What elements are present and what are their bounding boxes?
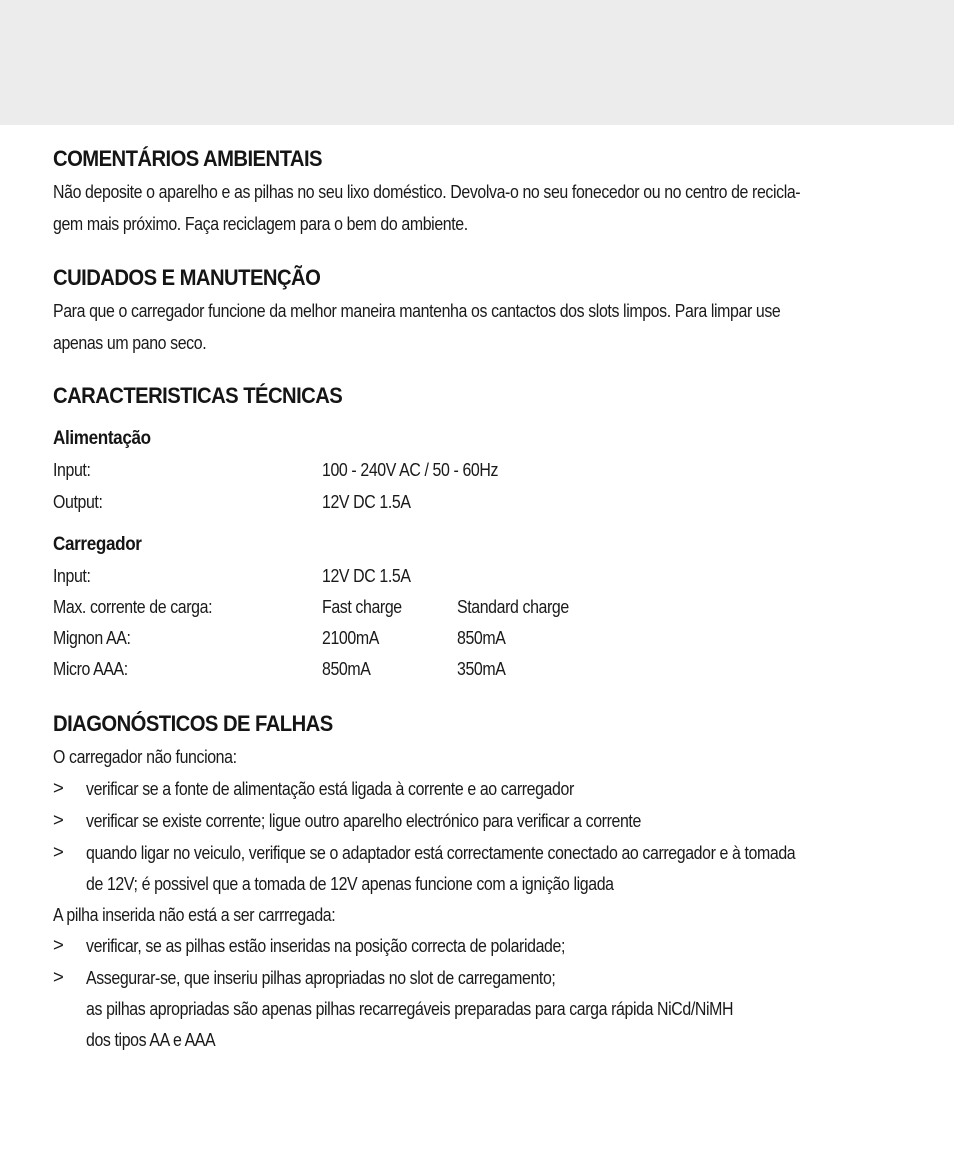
bullet-3-line-1: quando ligar no veiculo, verifique se o adaptador está correctamente conectado ao carregador e à tomada xyxy=(86,842,796,863)
bullet-marker: > xyxy=(53,966,64,987)
environment-text-line-1: Não deposite o aparelho e as pilhas no seu lixo doméstico. Devolva-o no seu fonecedor ou no centro de recicla- xyxy=(53,181,801,202)
bullet-4: verificar, se as pilhas estão inseridas na posição correcta de polaridade; xyxy=(86,935,566,956)
bullet-marker: > xyxy=(53,777,64,798)
bullet-5-line-2: as pilhas apropriadas são apenas pilhas recarregáveis preparadas para carga rápida NiCd/NiMH xyxy=(86,998,734,1019)
micro-aaa-label: Micro AAA: xyxy=(53,658,128,679)
standard-charge-header: Standard charge xyxy=(457,596,569,617)
charger-input-value: 12V DC 1.5A xyxy=(322,565,411,586)
troubleshooting-intro-2: A pilha inserida não está a ser carrregada: xyxy=(53,904,336,925)
charger-subheading: Carregador xyxy=(53,534,142,555)
bullet-marker: > xyxy=(53,809,64,830)
power-input-value: 100 - 240V AC / 50 - 60Hz xyxy=(322,459,499,480)
mignon-aa-standard: 850mA xyxy=(457,627,506,648)
environment-heading: COMENTÁRIOS AMBIENTAIS xyxy=(53,146,322,171)
charge-current-label: Max. corrente de carga: xyxy=(53,596,213,617)
bullet-5-line-3: dos tipos AA e AAA xyxy=(86,1029,216,1050)
fast-charge-header: Fast charge xyxy=(322,596,402,617)
troubleshooting-heading: DIAGONÓSTICOS DE FALHAS xyxy=(53,711,333,736)
bullet-marker: > xyxy=(53,841,64,862)
environment-text-line-2: gem mais próximo. Faça reciclagem para o bem do ambiente. xyxy=(53,213,468,234)
micro-aaa-standard: 350mA xyxy=(457,658,506,679)
power-output-label: Output: xyxy=(53,491,103,512)
power-output-value: 12V DC 1.5A xyxy=(322,491,411,512)
bullet-1: verificar se a fonte de alimentação está ligada à corrente e ao carregador xyxy=(86,778,574,799)
bullet-2: verificar se existe corrente; ligue outro aparelho electrónico para verificar a corrente xyxy=(86,810,641,831)
micro-aaa-fast: 850mA xyxy=(322,658,371,679)
bullet-3-line-2: de 12V; é possivel que a tomada de 12V apenas funcione com a ignição ligada xyxy=(86,873,614,894)
mignon-aa-label: Mignon AA: xyxy=(53,627,131,648)
care-heading: CUIDADOS E MANUTENÇÃO xyxy=(53,265,321,290)
specs-heading: CARACTERISTICAS TÉCNICAS xyxy=(53,383,343,408)
header-band xyxy=(0,0,954,125)
care-text-line-2: apenas um pano seco. xyxy=(53,332,207,353)
troubleshooting-intro-1: O carregador não funciona: xyxy=(53,746,237,767)
bullet-5-line-1: Assegurar-se, que inseriu pilhas apropriadas no slot de carregamento; xyxy=(86,967,556,988)
power-subheading: Alimentação xyxy=(53,428,151,449)
charger-input-label: Input: xyxy=(53,565,91,586)
bullet-marker: > xyxy=(53,934,64,955)
power-input-label: Input: xyxy=(53,459,91,480)
care-text-line-1: Para que o carregador funcione da melhor maneira mantenha os cantactos dos slots limpos. Para limpar use xyxy=(53,300,781,321)
mignon-aa-fast: 2100mA xyxy=(322,627,379,648)
